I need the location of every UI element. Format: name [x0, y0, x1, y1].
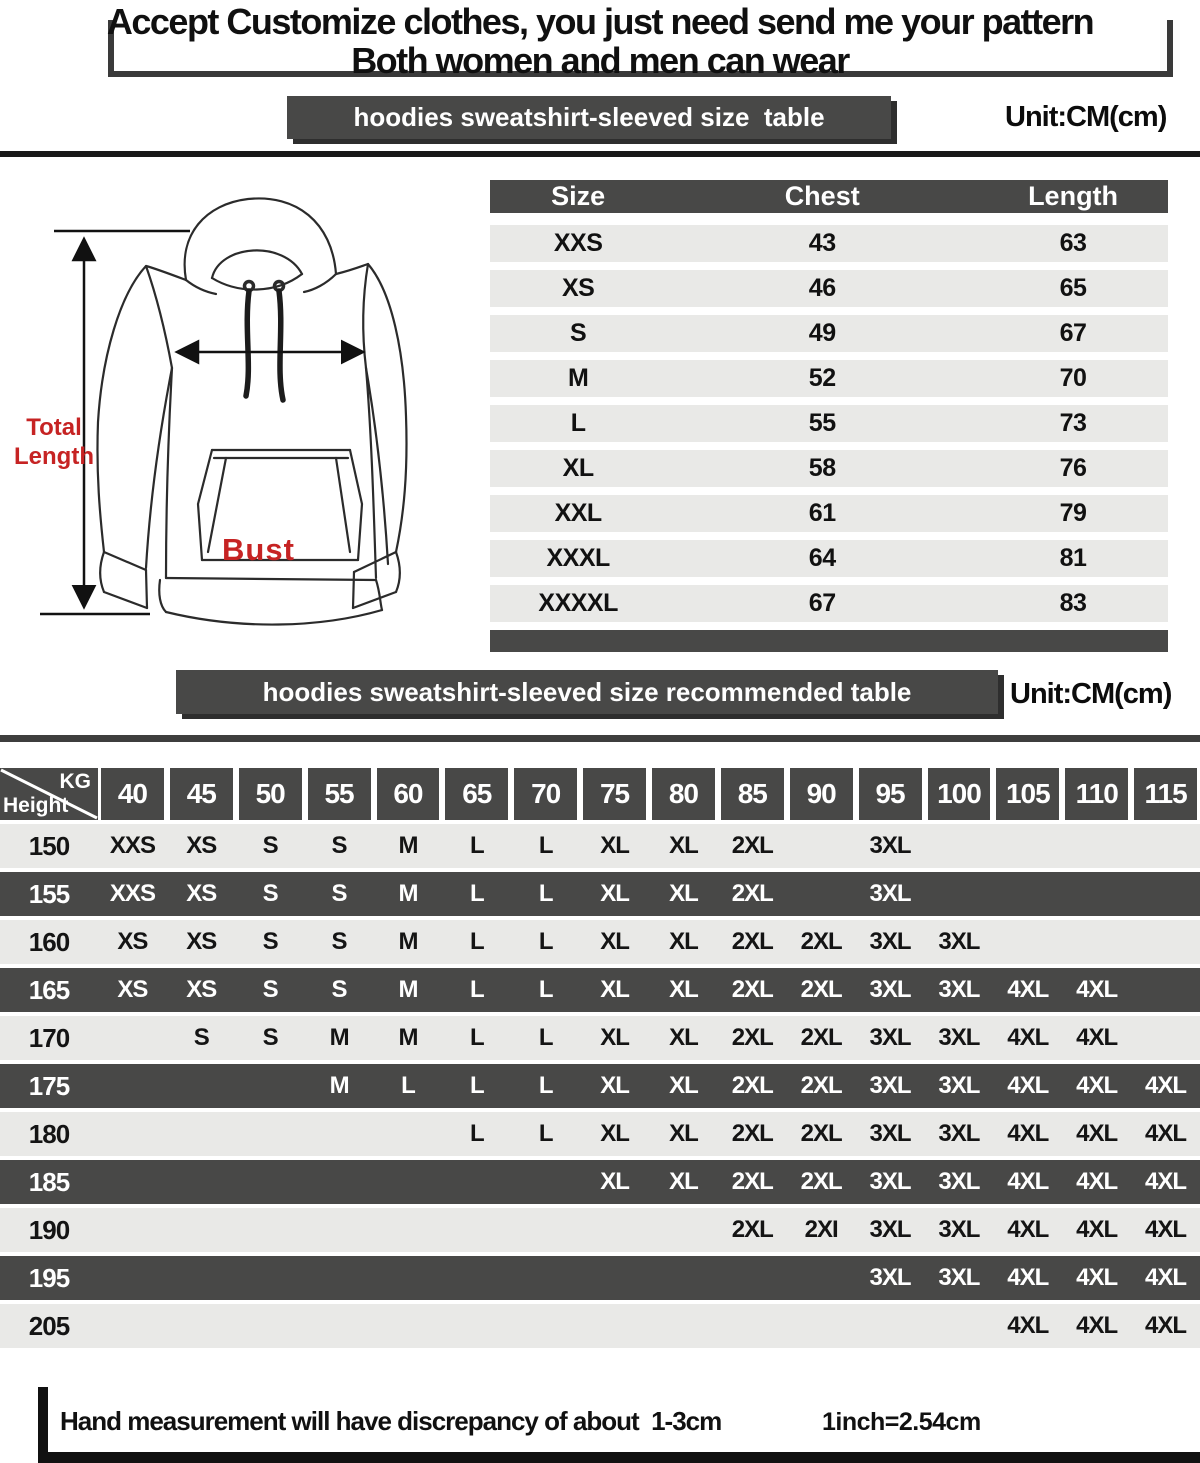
table-cell: 70	[1059, 364, 1087, 392]
matrix-cell	[511, 1256, 580, 1300]
matrix-cell: XL	[669, 832, 698, 859]
table-cell: S	[570, 319, 587, 347]
matrix-cell	[993, 824, 1062, 868]
matrix-cell: XS	[117, 976, 148, 1003]
matrix-cell: S	[262, 928, 278, 955]
matrix-cell: 3XL	[869, 928, 911, 955]
matrix-cell: 2XL	[731, 832, 773, 859]
matrix-cell	[236, 1256, 305, 1300]
matrix-weight-header: 45	[170, 768, 233, 820]
matrix-cell	[236, 1064, 305, 1108]
matrix-cell	[649, 1304, 718, 1348]
matrix-weight-header: 105	[996, 768, 1059, 820]
size-table	[490, 180, 1168, 652]
matrix-cell: 4XL	[1145, 1072, 1187, 1099]
matrix-cell	[925, 824, 994, 868]
matrix-weight-header: 90	[790, 768, 853, 820]
matrix-height-label: 175	[28, 1071, 70, 1101]
matrix-cell: XL	[600, 1024, 629, 1051]
matrix-cell	[374, 1208, 443, 1252]
matrix-cell: 3XL	[869, 1168, 911, 1195]
matrix-cell: 2XL	[731, 1024, 773, 1051]
matrix-cell: XXS	[109, 880, 155, 907]
matrix-cell	[374, 1160, 443, 1204]
matrix-cell: L	[469, 928, 484, 955]
matrix-cell	[167, 1112, 236, 1156]
matrix-cell: S	[262, 880, 278, 907]
drawstrings	[246, 291, 283, 400]
matrix-cell: 2XL	[731, 1216, 773, 1243]
table-cell: 73	[1059, 409, 1087, 437]
matrix-cell	[442, 1208, 511, 1252]
matrix-cell: M	[329, 1072, 349, 1099]
matrix-cell	[167, 1064, 236, 1108]
matrix-cell: 2XL	[731, 880, 773, 907]
table-row	[490, 270, 1168, 307]
matrix-cell: L	[469, 1120, 484, 1147]
matrix-weight-header: 55	[308, 768, 371, 820]
column-header-length: Length	[1028, 181, 1119, 211]
matrix-cell	[787, 824, 856, 868]
table-cell: XXS	[553, 229, 603, 257]
main-heading-line2: Both women and men can wear	[351, 40, 849, 81]
table-cell: 55	[808, 409, 836, 437]
matrix-cell	[1131, 920, 1200, 964]
matrix-cell	[167, 1304, 236, 1348]
matrix-cell	[305, 1160, 374, 1204]
divider	[0, 151, 1200, 157]
matrix-cell	[236, 1304, 305, 1348]
table-cell: 61	[808, 499, 836, 527]
matrix-cell: XL	[669, 880, 698, 907]
matrix-cell: 4XL	[1007, 1216, 1049, 1243]
matrix-cell	[787, 872, 856, 916]
matrix-cell: XS	[186, 880, 217, 907]
matrix-cell	[442, 1256, 511, 1300]
matrix-cell: 4XL	[1076, 1120, 1118, 1147]
matrix-cell	[1131, 824, 1200, 868]
matrix-cell	[167, 1208, 236, 1252]
matrix-cell: L	[469, 1024, 484, 1051]
table-cell: 46	[808, 274, 836, 302]
matrix-cell: 3XL	[938, 1072, 980, 1099]
matrix-cell: 3XL	[869, 976, 911, 1003]
height-label: Height	[3, 794, 69, 817]
matrix-cell: 2XL	[800, 976, 842, 1003]
matrix-cell	[993, 872, 1062, 916]
matrix-weight-header: 100	[928, 768, 991, 820]
table-cell: XL	[562, 454, 594, 482]
table-cell: 81	[1059, 544, 1087, 572]
matrix-cell: XL	[600, 1168, 629, 1195]
matrix-cell: XL	[600, 1120, 629, 1147]
matrix-cell: 3XL	[938, 1216, 980, 1243]
matrix-cell	[98, 1304, 167, 1348]
matrix-cell: XL	[669, 928, 698, 955]
matrix-cell: XL	[600, 928, 629, 955]
size-table-body	[490, 225, 1168, 622]
matrix-cell	[98, 1016, 167, 1060]
table-cell: L	[570, 409, 586, 437]
matrix-cell: 3XL	[869, 1024, 911, 1051]
matrix-cell	[374, 1304, 443, 1348]
matrix-body	[0, 824, 1200, 1348]
table-cell: 49	[808, 319, 836, 347]
matrix-cell: 4XL	[1145, 1216, 1187, 1243]
matrix-cell: XL	[669, 1168, 698, 1195]
table-cell: XS	[561, 274, 595, 302]
matrix-cell: 3XL	[869, 1216, 911, 1243]
table-cell: XXXL	[546, 544, 610, 572]
matrix-cell: XL	[600, 1072, 629, 1099]
matrix-cell: S	[262, 832, 278, 859]
matrix-cell	[305, 1208, 374, 1252]
table-row	[490, 225, 1168, 262]
matrix-cell: S	[262, 1024, 278, 1051]
matrix-weight-header: 80	[652, 768, 715, 820]
matrix-cell	[787, 1256, 856, 1300]
matrix-height-label: 180	[28, 1119, 70, 1149]
table-cell: 43	[808, 229, 836, 257]
matrix-row	[0, 1016, 1200, 1060]
matrix-cell	[993, 920, 1062, 964]
matrix-cell: XL	[600, 832, 629, 859]
matrix-row	[0, 1256, 1200, 1300]
matrix-height-label: 205	[28, 1311, 70, 1341]
matrix-cell: L	[469, 1072, 484, 1099]
matrix-cell	[98, 1064, 167, 1108]
matrix-cell	[236, 1160, 305, 1204]
matrix-cell	[718, 1304, 787, 1348]
main-heading-line1: Accept Customize clothes, you just need send me your pattern	[106, 1, 1094, 42]
matrix-cell	[442, 1160, 511, 1204]
matrix-cell: XL	[669, 1024, 698, 1051]
divider-2	[0, 735, 1200, 742]
matrix-weight-header: 75	[583, 768, 646, 820]
unit-label: Unit:CM(cm)	[1005, 101, 1167, 133]
matrix-cell	[236, 1208, 305, 1252]
matrix-cell: 3XL	[869, 832, 911, 859]
matrix-height-label: 185	[28, 1167, 70, 1197]
matrix-row	[0, 872, 1200, 916]
table-cell: 65	[1059, 274, 1087, 302]
matrix-cell: M	[398, 1024, 418, 1051]
matrix-cell: M	[398, 832, 418, 859]
matrix-cell: 3XL	[869, 1264, 911, 1291]
matrix-height-label: 155	[28, 879, 70, 909]
matrix-cell: 4XL	[1076, 1264, 1118, 1291]
matrix-weight-header: 50	[239, 768, 302, 820]
matrix-cell	[98, 1112, 167, 1156]
matrix-row	[0, 968, 1200, 1012]
matrix-cell	[1062, 824, 1131, 868]
matrix-cell: 4XL	[1145, 1120, 1187, 1147]
matrix-cell: 4XL	[1076, 976, 1118, 1003]
matrix-cell: 2XL	[731, 976, 773, 1003]
matrix-cell	[98, 1208, 167, 1252]
matrix-cell	[511, 1304, 580, 1348]
table-row	[490, 360, 1168, 397]
matrix-cell: XL	[669, 976, 698, 1003]
matrix-cell: 4XL	[1145, 1312, 1187, 1339]
matrix-cell	[1062, 872, 1131, 916]
matrix-cell: 3XL	[938, 1264, 980, 1291]
recommended-table-banner: hoodies sweatshirt-sleeved size recommended table	[176, 670, 998, 714]
table-cell: 76	[1059, 454, 1087, 482]
matrix-cell: XL	[600, 880, 629, 907]
size-table-banner: hoodies sweatshirt-sleeved size table	[287, 96, 891, 139]
matrix-cell	[925, 1304, 994, 1348]
matrix-cell: 2XL	[731, 928, 773, 955]
matrix-cell: 4XL	[1076, 1216, 1118, 1243]
matrix-weight-header: 60	[377, 768, 440, 820]
table-row	[490, 405, 1168, 442]
main-heading	[0, 2, 1200, 80]
matrix-cell: L	[538, 1072, 553, 1099]
matrix-cell: 2XL	[800, 928, 842, 955]
table-row	[490, 585, 1168, 622]
matrix-cell: 2XI	[804, 1216, 838, 1243]
table-cell: 52	[808, 364, 836, 392]
matrix-cell: XL	[669, 1072, 698, 1099]
table-row	[490, 540, 1168, 577]
matrix-cell	[856, 1304, 925, 1348]
matrix-cell	[1062, 920, 1131, 964]
matrix-cell: XXS	[109, 832, 155, 859]
matrix-cell: M	[329, 1024, 349, 1051]
matrix-cell: XS	[186, 832, 217, 859]
matrix-height-label: 170	[28, 1023, 70, 1053]
matrix-cell: 4XL	[1007, 1024, 1049, 1051]
matrix-height-label: 165	[28, 975, 70, 1005]
matrix-cell: 4XL	[1007, 1264, 1049, 1291]
table-cell: 64	[808, 544, 836, 572]
size-table-header	[490, 180, 1168, 213]
matrix-cell: XL	[669, 1120, 698, 1147]
matrix-cell: L	[538, 1024, 553, 1051]
matrix-row	[0, 1112, 1200, 1156]
table-cell: 79	[1059, 499, 1087, 527]
matrix-cell	[925, 872, 994, 916]
bust-label: Bust	[222, 532, 295, 567]
unit-label-2: Unit:CM(cm)	[1010, 678, 1172, 710]
matrix-height-label: 195	[28, 1263, 70, 1293]
matrix-cell: L	[469, 976, 484, 1003]
table-cell: 67	[808, 589, 836, 617]
matrix-cell: L	[538, 1120, 553, 1147]
matrix-cell: 4XL	[1145, 1264, 1187, 1291]
matrix-row	[0, 824, 1200, 868]
matrix-cell	[649, 1208, 718, 1252]
matrix-cell: XL	[600, 976, 629, 1003]
matrix-cell: 3XL	[869, 880, 911, 907]
matrix-cell	[305, 1112, 374, 1156]
matrix-cell	[98, 1160, 167, 1204]
matrix-cell: 4XL	[1076, 1024, 1118, 1051]
size-table-footer-bar	[490, 630, 1168, 652]
matrix-cell	[374, 1112, 443, 1156]
matrix-cell: L	[538, 928, 553, 955]
matrix-cell: 4XL	[1007, 1168, 1049, 1195]
matrix-cell: 4XL	[1007, 1072, 1049, 1099]
matrix-cell: 3XL	[869, 1120, 911, 1147]
matrix-cell: 2XL	[800, 1120, 842, 1147]
matrix-cell: L	[538, 832, 553, 859]
matrix-row	[0, 1064, 1200, 1108]
total-length-label: Total Length	[14, 414, 94, 470]
table-cell: 67	[1059, 319, 1087, 347]
matrix-cell	[580, 1208, 649, 1252]
matrix-cell: S	[331, 832, 347, 859]
matrix-cell: 4XL	[1145, 1168, 1187, 1195]
matrix-weight-header: 110	[1065, 768, 1128, 820]
matrix-cell: L	[538, 976, 553, 1003]
matrix-height-label: 190	[28, 1215, 70, 1245]
note-bottom-bar	[38, 1452, 1200, 1463]
hoodie-drawing	[0, 160, 490, 660]
matrix-cell	[1131, 1016, 1200, 1060]
matrix-cell: 4XL	[1007, 1312, 1049, 1339]
matrix-cell	[580, 1256, 649, 1300]
matrix-cell: 3XL	[938, 1168, 980, 1195]
table-cell: 58	[808, 454, 836, 482]
table-cell: 83	[1059, 589, 1087, 617]
matrix-cell: M	[398, 880, 418, 907]
matrix-height-label: 150	[28, 831, 70, 861]
matrix-cell: L	[401, 1072, 415, 1099]
matrix-cell: XS	[117, 928, 148, 955]
matrix-cell	[580, 1304, 649, 1348]
matrix-cell: L	[469, 880, 484, 907]
matrix-weight-header: 70	[514, 768, 577, 820]
matrix-cell: 4XL	[1076, 1312, 1118, 1339]
matrix-weight-header: 115	[1134, 768, 1197, 820]
kg-label: KG	[59, 770, 91, 793]
matrix-cell: 3XL	[938, 928, 980, 955]
table-cell: M	[567, 364, 589, 392]
matrix-cell	[167, 1256, 236, 1300]
matrix-cell: 2XL	[800, 1168, 842, 1195]
matrix-cell	[511, 1208, 580, 1252]
measurement-note: Hand measurement will have discrepancy of about 1-3cm	[60, 1406, 722, 1436]
matrix-cell	[1131, 968, 1200, 1012]
matrix-cell: M	[398, 928, 418, 955]
matrix-cell: XS	[186, 976, 217, 1003]
matrix-cell	[236, 1112, 305, 1156]
table-row	[490, 495, 1168, 532]
table-cell: 63	[1059, 229, 1087, 257]
table-cell: XXL	[554, 499, 602, 527]
matrix-cell: 3XL	[938, 1024, 980, 1051]
matrix-cell: 3XL	[938, 1120, 980, 1147]
table-row	[490, 315, 1168, 352]
matrix-cell: S	[193, 1024, 209, 1051]
matrix-cell: 4XL	[1007, 976, 1049, 1003]
matrix-cell: XS	[186, 928, 217, 955]
matrix-cell: 4XL	[1076, 1168, 1118, 1195]
matrix-cell	[305, 1304, 374, 1348]
matrix-weight-header: 65	[445, 768, 508, 820]
matrix-height-label: 160	[28, 927, 70, 957]
matrix-row	[0, 920, 1200, 964]
matrix-cell: L	[469, 832, 484, 859]
matrix-cell: L	[538, 880, 553, 907]
matrix-row	[0, 1304, 1200, 1348]
matrix-weight-header: 95	[859, 768, 922, 820]
matrix-cell: 4XL	[1076, 1072, 1118, 1099]
matrix-cell	[511, 1160, 580, 1204]
matrix-cell: S	[331, 880, 347, 907]
matrix-cell: 3XL	[938, 976, 980, 1003]
matrix-header-row	[0, 768, 1200, 820]
matrix-cell: S	[331, 976, 347, 1003]
matrix-cell	[305, 1256, 374, 1300]
table-cell: XXXXL	[538, 589, 618, 617]
matrix-cell: 4XL	[1007, 1120, 1049, 1147]
matrix-cell: 2XL	[800, 1024, 842, 1051]
matrix-corner-cell	[0, 768, 98, 820]
matrix-cell	[787, 1304, 856, 1348]
matrix-cell	[649, 1256, 718, 1300]
matrix-cell: 2XL	[731, 1168, 773, 1195]
matrix-cell: S	[262, 976, 278, 1003]
matrix-cell: 3XL	[869, 1072, 911, 1099]
matrix-weight-header: 85	[721, 768, 784, 820]
column-header-size: Size	[551, 181, 606, 211]
matrix-cell	[98, 1256, 167, 1300]
matrix-weight-header: 40	[101, 768, 164, 820]
table-row	[490, 450, 1168, 487]
matrix-cell	[1131, 872, 1200, 916]
matrix-row	[0, 1160, 1200, 1204]
matrix-row	[0, 1208, 1200, 1252]
matrix-cell: S	[331, 928, 347, 955]
conversion-note: 1inch=2.54cm	[822, 1408, 981, 1436]
matrix-cell	[374, 1256, 443, 1300]
matrix-cell: 2XL	[731, 1120, 773, 1147]
size-matrix	[0, 768, 1200, 1348]
hoodie-figure	[0, 160, 490, 660]
column-header-chest: Chest	[784, 181, 860, 211]
matrix-cell: 2XL	[800, 1072, 842, 1099]
matrix-cell	[167, 1160, 236, 1204]
matrix-cell: 2XL	[731, 1072, 773, 1099]
matrix-cell: M	[398, 976, 418, 1003]
matrix-cell	[718, 1256, 787, 1300]
matrix-cell	[442, 1304, 511, 1348]
